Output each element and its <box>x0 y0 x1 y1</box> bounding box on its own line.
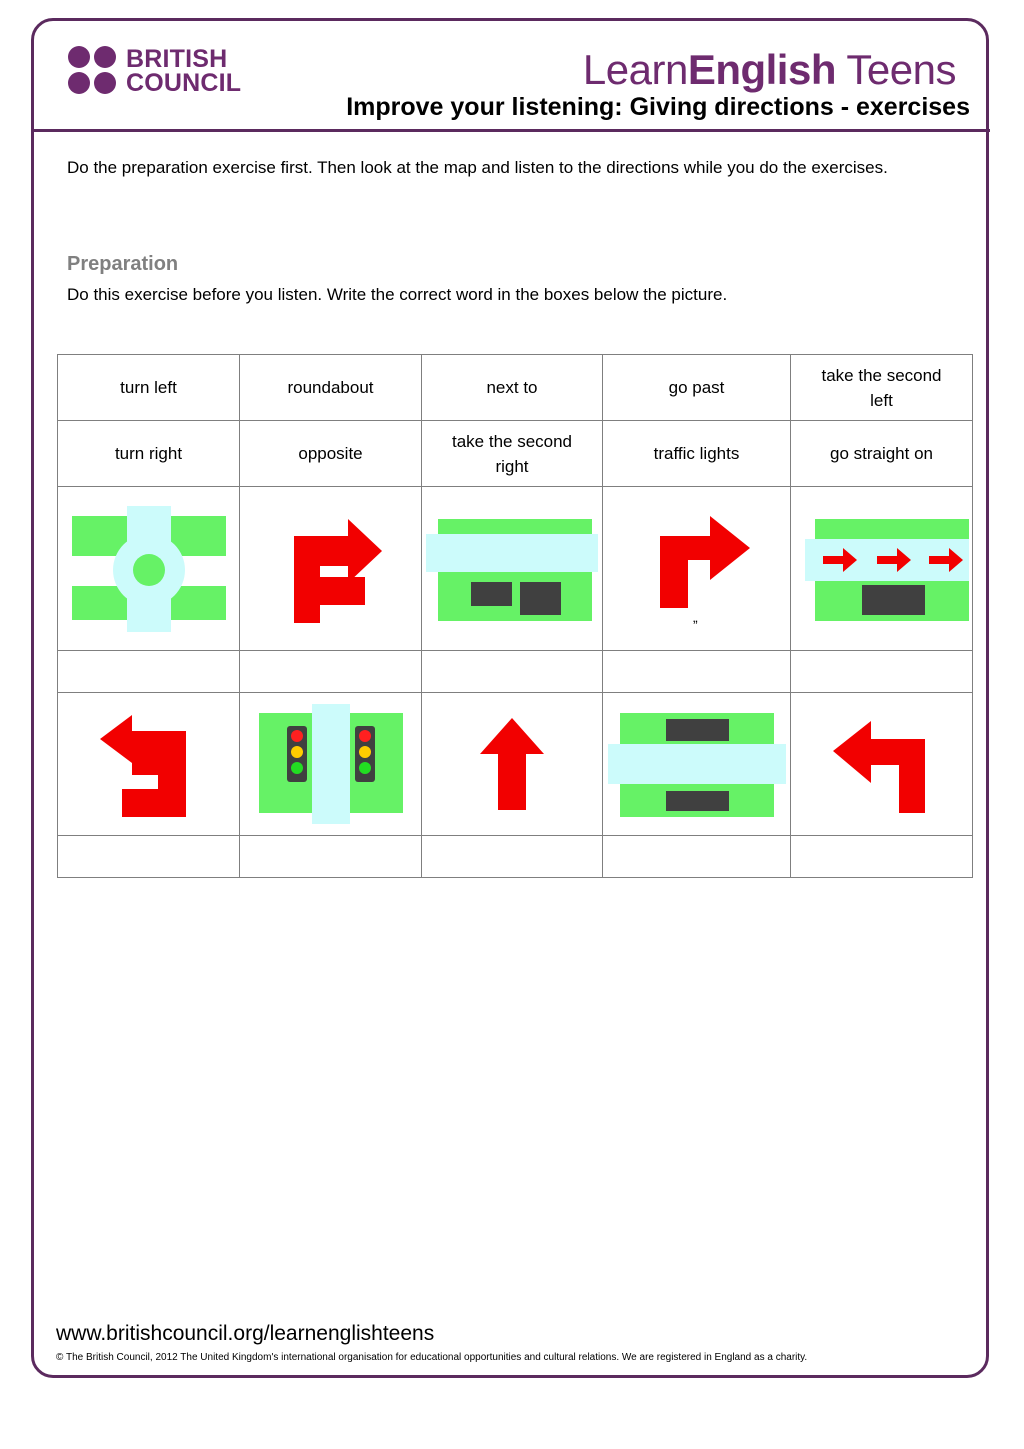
org-name-line1: BRITISH <box>126 45 228 73</box>
picture-cell <box>422 693 603 836</box>
answer-box-4[interactable] <box>603 651 791 693</box>
preparation-instruction: Do this exercise before you listen. Write the correct word in the boxes below the picture. <box>67 285 728 304</box>
roundabout-icon <box>69 506 229 632</box>
word-turn-left: turn left <box>120 378 177 397</box>
word-cell <box>58 355 240 421</box>
picture-cell <box>240 693 422 836</box>
opposite-buildings-icon <box>608 709 786 819</box>
answer-box-9[interactable] <box>603 836 791 878</box>
picture-cell <box>240 487 422 651</box>
picture-cell <box>422 487 603 651</box>
word-take-second-left: take the second left <box>821 365 942 410</box>
answer-box-6[interactable] <box>58 836 240 878</box>
second-left-arrow-icon <box>94 709 204 819</box>
stray-mark: „ <box>693 609 698 625</box>
go-past-icon <box>795 509 969 629</box>
header-divider <box>33 129 990 132</box>
preparation-heading: Preparation <box>67 253 179 275</box>
answer-box-7[interactable] <box>240 836 422 878</box>
page-title: Improve your listening: Giving directions - exercises <box>346 93 970 121</box>
intro-text: Do the preparation exercise first. Then look at the map and listen to the directions while you do the exercises. <box>67 158 888 177</box>
turn-right-arrow-icon <box>642 514 752 624</box>
footer-copyright: © The British Council, 2012 The United Kingdom's international organisation for educational opportunities and cultural relations. We are registered in England as a charity. <box>56 1352 808 1363</box>
next-to-buildings-icon <box>426 509 598 629</box>
word-go-past: go past <box>668 378 725 397</box>
answer-box-5[interactable] <box>791 651 973 693</box>
word-cell <box>603 355 791 421</box>
answer-box-8[interactable] <box>422 836 603 878</box>
picture-cell <box>58 693 240 836</box>
straight-on-arrow-icon <box>472 714 552 814</box>
picture-cell <box>58 487 240 651</box>
traffic-lights-icon <box>256 704 406 824</box>
word-cell <box>58 421 240 487</box>
word-roundabout: roundabout <box>287 378 374 397</box>
answer-box-3[interactable] <box>422 651 603 693</box>
picture-cell <box>603 487 791 651</box>
turn-left-arrow-icon <box>827 709 937 819</box>
word-opposite: opposite <box>298 444 363 463</box>
word-cell <box>791 355 973 421</box>
british-council-logo <box>68 46 241 96</box>
picture-cell <box>791 487 973 651</box>
answer-box-10[interactable] <box>791 836 973 878</box>
word-cell <box>791 421 973 487</box>
answer-box-2[interactable] <box>240 651 422 693</box>
picture-cell <box>791 693 973 836</box>
footer-url-link[interactable]: www.britishcouncil.org/learnenglishteens <box>56 1322 435 1345</box>
picture-cell <box>603 693 791 836</box>
word-turn-right: turn right <box>114 444 183 463</box>
word-traffic-lights: traffic lights <box>653 444 740 463</box>
british-council-dots-icon <box>68 46 118 96</box>
word-cell <box>603 421 791 487</box>
word-take-second-right: take the second right <box>451 431 573 476</box>
word-cell <box>240 421 422 487</box>
org-name-line2: COUNCIL <box>126 69 242 97</box>
learnenglish-teens-logo: LearnEnglish Teens <box>582 46 956 93</box>
word-cell <box>422 421 603 487</box>
word-cell <box>240 355 422 421</box>
word-next-to: next to <box>486 378 538 397</box>
word-go-straight-on: go straight on <box>829 444 933 463</box>
answer-box-1[interactable] <box>58 651 240 693</box>
word-cell <box>422 355 603 421</box>
exercise-table <box>57 354 973 878</box>
second-right-arrow-icon <box>276 509 386 629</box>
